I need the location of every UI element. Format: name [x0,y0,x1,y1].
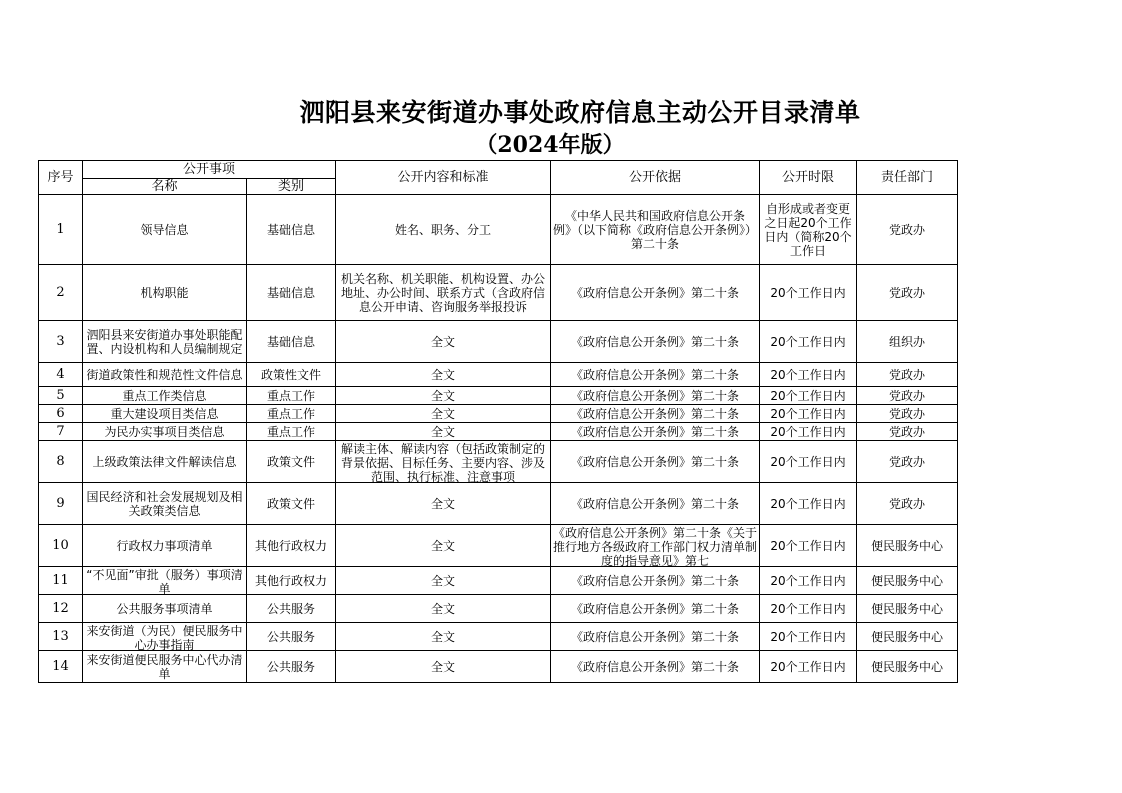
cell-category [247,651,336,683]
cell-basis [551,321,760,363]
cell-text: 街道政策性和规范性文件信息 [86,367,243,382]
cell-text: 党政办 [889,406,926,421]
cell-name [83,525,247,567]
cell-text: 《政府信息公开条例》第二十条 [571,334,740,349]
cell-category [247,387,336,405]
cell-basis [551,651,760,683]
cell-category [247,195,336,265]
cell-text: 便民服务中心 [871,629,944,644]
cell-text: 其他行政权力 [255,573,328,588]
cell-text: 20个工作日内 [770,406,846,421]
cell-text: 20个工作日内 [770,424,846,439]
cell-time [760,595,857,623]
cell-text: 机构职能 [140,285,189,300]
cell-seq [39,423,83,441]
cell-name [83,405,247,423]
cell-text: 20个工作日内 [770,367,846,382]
table-row [39,265,958,321]
cell-text: 便民服务中心 [871,659,944,674]
cell-text: 政策文件 [267,454,316,469]
document-subtitle: （2024年版） [475,132,625,158]
cell-name [83,321,247,363]
cell-text: 《政府信息公开条例》第二十条 [571,659,740,674]
cell-text: 公共服务 [267,659,316,674]
cell-text: 政策性文件 [261,367,322,382]
cell-text: 20个工作日内 [770,334,846,349]
cell-content [336,195,551,265]
cell-text: 1 [56,222,65,237]
cell-seq [39,387,83,405]
cell-text: 公共服务 [267,601,316,616]
cell-content [336,567,551,595]
cell-text: 14 [52,659,69,674]
cell-seq [39,567,83,595]
cell-text: 来安街道便民服务中心代办清单 [86,652,243,681]
cell-text: 13 [52,629,69,644]
table-body [39,195,958,683]
cell-category [247,363,336,387]
cell-text: “不见面”审批（服务）事项清单 [86,567,243,594]
cell-text: 党政办 [889,496,926,511]
cell-basis [551,423,760,441]
cell-text: 党政办 [889,454,926,469]
cell-name [83,595,247,623]
cell-name [83,567,247,595]
cell-text: 全文 [431,388,456,403]
cell-category [247,483,336,525]
cell-text: 重点工作类信息 [122,388,207,403]
cell-category [247,423,336,441]
table-row [39,387,958,405]
cell-text: 《中华人民共和国政府信息公开条例》（以下简称《政府信息公开条例》）第二十条 [553,208,758,251]
cell-text: 上级政策法律文件解读信息 [92,454,237,469]
cell-text: 20个工作日内 [770,601,846,616]
cell-seq [39,441,83,483]
cell-text: 《政府信息公开条例》第二十条 [571,454,740,469]
cell-category [247,567,336,595]
cell-text: 全文 [431,538,456,553]
cell-basis [551,387,760,405]
cell-text: 20个工作日内 [770,388,846,403]
cell-time [760,483,857,525]
cell-category [247,441,336,483]
header-category: 类别 [247,179,336,195]
cell-text: 行政权力事项清单 [116,538,213,553]
cell-time [760,405,857,423]
cell-category [247,265,336,321]
cell-text: 自形成或者变更之日起20个工作日内（简称20个工作日 [764,201,852,258]
cell-text: 5 [56,388,65,403]
cell-text: 《政府信息公开条例》第二十条 [571,406,740,421]
cell-dept [857,595,958,623]
cell-text: 20个工作日内 [770,496,846,511]
cell-text: 公共服务事项清单 [116,601,213,616]
cell-text: 全文 [431,334,456,349]
cell-content [336,405,551,423]
cell-time [760,195,857,265]
cell-name [83,387,247,405]
table-row [39,651,958,683]
cell-text: 《政府信息公开条例》第二十条 [571,573,740,588]
table-row [39,567,958,595]
table-row [39,525,958,567]
cell-time [760,387,857,405]
cell-text: 2 [56,285,65,300]
cell-text: 政策文件 [267,496,316,511]
cell-text: 便民服务中心 [871,601,944,616]
cell-text: 《政府信息公开条例》第二十条 [571,285,740,300]
cell-text: 为民办实事项目类信息 [104,424,225,439]
cell-time [760,321,857,363]
cell-text: 泗阳县来安街道办事处职能配置、内设机构和人员编制规定 [86,327,243,356]
table-row [39,623,958,651]
cell-dept [857,651,958,683]
cell-basis [551,265,760,321]
cell-text: 《政府信息公开条例》第二十条 [571,424,740,439]
cell-seq [39,623,83,651]
cell-text: 20个工作日内 [770,659,846,674]
cell-seq [39,483,83,525]
cell-seq [39,525,83,567]
cell-text: 来安街道（为民）便民服务中心办事指南 [86,623,243,650]
cell-text: 《政府信息公开条例》第二十条 [571,629,740,644]
cell-dept [857,387,958,405]
cell-basis [551,441,760,483]
cell-category [247,525,336,567]
cell-text: 8 [56,454,65,469]
catalog-table [38,160,958,683]
cell-category [247,595,336,623]
cell-dept [857,567,958,595]
cell-content [336,387,551,405]
cell-text: 基础信息 [267,222,316,237]
cell-basis [551,595,760,623]
cell-seq [39,321,83,363]
cell-text: 《政府信息公开条例》第二十条 [571,367,740,382]
cell-name [83,265,247,321]
cell-content [336,441,551,483]
cell-time [760,363,857,387]
cell-text: 基础信息 [267,334,316,349]
cell-name [83,623,247,651]
cell-basis [551,405,760,423]
cell-basis [551,567,760,595]
header-dept: 责任部门 [857,161,958,195]
cell-text: 基础信息 [267,285,316,300]
cell-text: 10 [52,538,69,553]
table-row [39,363,958,387]
cell-text: 《政府信息公开条例》第二十条《关于推行地方各级政府工作部门权力清单制度的指导意见》第七 [553,525,758,566]
cell-seq [39,595,83,623]
cell-name [83,195,247,265]
cell-text: 全文 [431,573,456,588]
cell-content [336,363,551,387]
cell-text: 组织办 [889,334,926,349]
cell-dept [857,265,958,321]
cell-text: 《政府信息公开条例》第二十条 [571,388,740,403]
cell-seq [39,195,83,265]
cell-category [247,321,336,363]
header-matter: 公开事项 [83,161,336,179]
cell-category [247,405,336,423]
cell-text: 重点工作 [267,424,316,439]
cell-text: 党政办 [889,388,926,403]
cell-dept [857,195,958,265]
document-title: 泗阳县来安街道办事处政府信息主动公开目录清单 [299,98,861,127]
cell-text: 党政办 [889,367,926,382]
cell-text: 党政办 [889,424,926,439]
cell-time [760,651,857,683]
header-seq: 序号 [39,161,83,195]
cell-text: 公共服务 [267,629,316,644]
cell-name [83,441,247,483]
cell-text: 全文 [431,496,456,511]
cell-text: 重大建设项目类信息 [110,406,219,421]
cell-dept [857,483,958,525]
header-content: 公开内容和标准 [336,161,551,195]
cell-text: 全文 [431,367,456,382]
header-name: 名称 [83,179,247,195]
cell-content [336,321,551,363]
cell-name [83,363,247,387]
cell-content [336,623,551,651]
cell-dept [857,363,958,387]
cell-text: 国民经济和社会发展规划及相关政策类信息 [86,489,243,518]
cell-seq [39,651,83,683]
cell-basis [551,483,760,525]
cell-text: 12 [52,601,69,616]
cell-text: 便民服务中心 [871,573,944,588]
table-row [39,321,958,363]
cell-seq [39,405,83,423]
cell-text: 其他行政权力 [255,538,328,553]
cell-text: 11 [52,573,69,588]
cell-text: 领导信息 [140,222,189,237]
cell-text: 3 [56,334,65,349]
cell-text: 重点工作 [267,388,316,403]
cell-text: 20个工作日内 [770,454,846,469]
cell-text: 4 [56,367,65,382]
cell-content [336,483,551,525]
cell-content [336,525,551,567]
cell-time [760,623,857,651]
table-row [39,483,958,525]
cell-dept [857,423,958,441]
cell-text: 姓名、职务、分工 [395,222,492,237]
cell-text: 便民服务中心 [871,538,944,553]
cell-text: 20个工作日内 [770,629,846,644]
cell-time [760,265,857,321]
cell-name [83,423,247,441]
cell-text: 全文 [431,629,456,644]
cell-text: 全文 [431,424,456,439]
cell-name [83,651,247,683]
header-time: 公开时限 [760,161,857,195]
cell-basis [551,525,760,567]
cell-text: 党政办 [889,222,926,237]
cell-seq [39,265,83,321]
cell-dept [857,405,958,423]
cell-name [83,483,247,525]
cell-text: 9 [56,496,65,511]
cell-text: 重点工作 [267,406,316,421]
cell-dept [857,321,958,363]
cell-text: 解读主体、解读内容（包括政策制定的背景依据、目标任务、主要内容、涉及范围、执行标准、注意事项 [341,441,546,482]
cell-dept [857,525,958,567]
cell-category [247,623,336,651]
cell-text: 《政府信息公开条例》第二十条 [571,601,740,616]
cell-basis [551,195,760,265]
cell-content [336,265,551,321]
header-basis: 公开依据 [551,161,760,195]
cell-text: 全文 [431,659,456,674]
cell-text: 20个工作日内 [770,573,846,588]
cell-text: 机关名称、机关职能、机构设置、办公地址、办公时间、联系方式（含政府信息公开申请、咨询服务举报投诉 [341,271,546,314]
table-row [39,441,958,483]
cell-basis [551,623,760,651]
cell-text: 20个工作日内 [770,538,846,553]
cell-text: 20个工作日内 [770,285,846,300]
cell-content [336,423,551,441]
cell-time [760,567,857,595]
cell-dept [857,623,958,651]
cell-text: 《政府信息公开条例》第二十条 [571,496,740,511]
cell-seq [39,363,83,387]
table-row [39,595,958,623]
table-row [39,423,958,441]
table-row [39,405,958,423]
cell-basis [551,363,760,387]
cell-text: 全文 [431,601,456,616]
table-header [39,161,958,195]
cell-text: 7 [56,424,65,439]
cell-content [336,651,551,683]
cell-text: 全文 [431,406,456,421]
cell-text: 党政办 [889,285,926,300]
cell-time [760,423,857,441]
cell-text: 6 [56,406,65,421]
cell-time [760,525,857,567]
cell-time [760,441,857,483]
table-row [39,195,958,265]
cell-content [336,595,551,623]
cell-dept [857,441,958,483]
